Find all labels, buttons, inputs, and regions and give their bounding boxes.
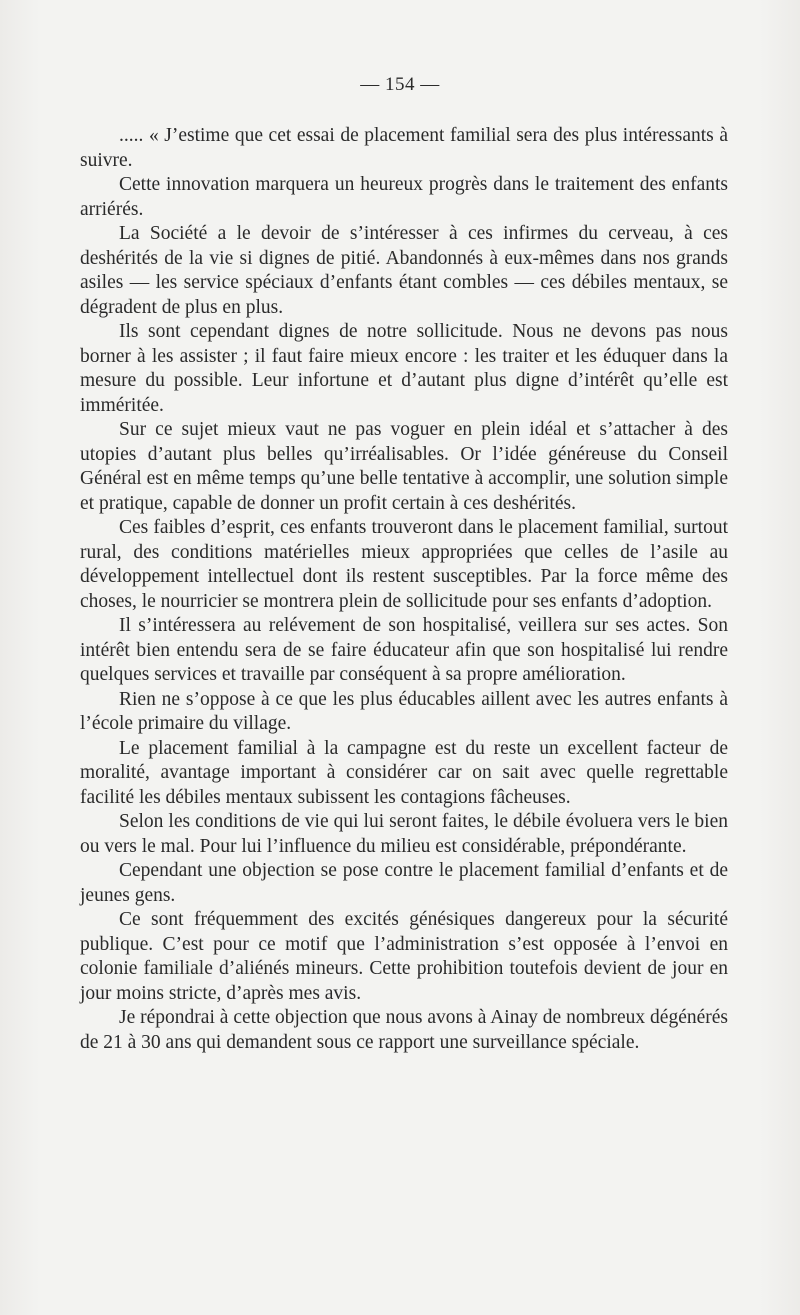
paragraph: Il s’intéressera au relévement de son hospitalisé, veillera sur ses actes. Son intérêt bien entendu sera de se faire éducateur afin que son hospitalisé lui rendre quelques services et travaille par conséquent à sa propre amélioration. <box>80 615 728 685</box>
paragraph: Sur ce sujet mieux vaut ne pas voguer en plein idéal et s’attacher à des utopies d’autant plus belles qu’irréalisables. Or l’idée généreuse du Conseil Général est en même temps qu’une belle tentative à accomplir, une solution simple et pratique, capable de donner un profit certain à ces deshérités. <box>80 419 728 514</box>
paragraph: ..... « J’estime que cet essai de placement familial sera des plus intéressants à suivre. <box>80 125 728 171</box>
paragraph: Selon les conditions de vie qui lui seront faites, le débile évoluera vers le bien ou vers le mal. Pour lui l’influence du milieu est considérable, prépondérante. <box>80 811 728 857</box>
paragraph: La Société a le devoir de s’intéresser à ces infirmes du cerveau, à ces deshérités de la vie si dignes de pitié. Abandonnés à eux-mêmes dans nos grands asiles — les service spéciaux d’enfants étant combles — ces débiles mentaux, se dégradent de plus en plus. <box>80 223 728 318</box>
paragraph: Ce sont fréquemment des excités génésiques dangereux pour la sécurité publique. C’est pour ce motif que l’administration s’est opposée à l’envoi en colonie familiale d’aliénés mineurs. Cette prohibition toutefois devient de jour en jour moins stricte, d’après mes avis. <box>80 909 728 1004</box>
paragraph: Cette innovation marquera un heureux progrès dans le traitement des enfants arriérés. <box>80 174 728 220</box>
paragraph: Ces faibles d’esprit, ces enfants trouveront dans le placement familial, surtout rural, des conditions matérielles mieux appropriées que celles de l’asile au développement intellectuel dont ils restent susceptibles. Par la force même des choses, le nourricier se montrera plein de sollicitude pour ses enfants d’adoption. <box>80 517 728 612</box>
paragraph: Je répondrai à cette objection que nous avons à Ainay de nombreux dégénérés de 21 à 30 ans qui demandent sous ce rapport une surveillance spéciale. <box>80 1007 728 1053</box>
paragraph: Ils sont cependant dignes de notre sollicitude. Nous ne devons pas nous borner à les assister ; il faut faire mieux encore : les traiter et les éduquer dans la mesure du possible. Leur infortune et d’autant plus digne d’intérêt qu’elle est imméritée. <box>80 321 728 416</box>
page-number: — 154 — <box>360 74 440 95</box>
paragraph: Le placement familial à la campagne est du reste un excellent facteur de moralité, avantage important à considérer car on sait avec quelle regrettable facilité les débiles mentaux subissent les contagions fâcheuses. <box>80 737 728 808</box>
body-text <box>80 124 728 1055</box>
paragraph: Cependant une objection se pose contre le placement familial d’enfants et de jeunes gens. <box>80 860 728 906</box>
paragraph: Rien ne s’oppose à ce que les plus éducables aillent avec les autres enfants à l’école primaire du village. <box>80 688 728 734</box>
